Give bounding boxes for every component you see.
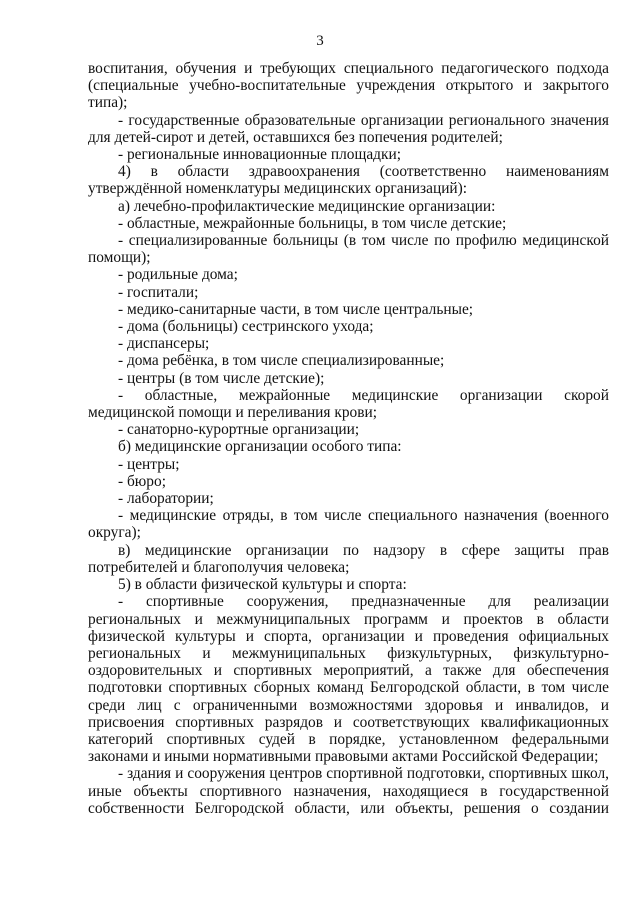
paragraph: - диспансеры; (118, 335, 210, 353)
document-body (88, 60, 609, 817)
paragraph: - спортивные сооружения, предназначенные для реализации региональных и межмуниципальных программ и проектов в области физической культуры и спорта, организации и проведения официальных региональных и межмуниципальных физкультурных, физкультурно-оздоровительных и спортивных мероприятий, а также для обеспечения подготовки спортивных сборных команд Белгородской области, в том числе среди лиц с ограниченными возможностями здоровья и инвалидов, и присвоения спортивных разрядов и соответствующих квалификационных категорий спортивных судей в порядке, установленном федеральными законами и иными нормативными правовыми актами Российской Федерации; (88, 593, 609, 766)
paragraph: 5) в области физической культуры и спорта: (118, 576, 407, 594)
paragraph: - бюро; (118, 472, 166, 490)
paragraph: воспитания, обучения и требующих специального педагогического подхода (специальные учебно-воспитательные учреждения открытого и закрытого типа); (88, 60, 609, 112)
paragraph: - региональные инновационные площадки; (118, 146, 401, 164)
paragraph: - медицинские отряды, в том числе специального назначения (военного округа); (88, 507, 609, 542)
paragraph: - государственные образовательные организации регионального значения для детей-сирот и детей, оставшихся без попечения родителей; (88, 111, 609, 146)
paragraph: - областные, межрайонные больницы, в том числе детские; (118, 214, 507, 232)
paragraph: - центры; (118, 455, 180, 473)
paragraph: - госпитали; (118, 283, 199, 301)
paragraph: в) медицинские организации по надзору в сфере защиты прав потребителей и благополучия человека; (88, 541, 609, 576)
paragraph: - санаторно-курортные организации; (118, 421, 360, 439)
paragraph: - дома (больницы) сестринского ухода; (118, 318, 374, 336)
paragraph: - центры (в том числе детские); (118, 369, 325, 387)
paragraph: - дома ребёнка, в том числе специализированные; (118, 352, 445, 370)
paragraph: - родильные дома; (118, 266, 238, 284)
paragraph: 4) в области здравоохранения (соответственно наименованиям утверждённой номенклатуры медицинских организаций): (88, 163, 609, 198)
paragraph: - лаборатории; (118, 490, 214, 508)
paragraph: а) лечебно-профилактические медицинские организации: (118, 197, 496, 215)
paragraph: б) медицинские организации особого типа: (118, 438, 402, 456)
paragraph: - здания и сооружения центров спортивной подготовки, спортивных школ, иные объекты спортивного назначения, находящиеся в государственной собственности Белгородской области, или объекты, решения о создании (88, 765, 609, 817)
paragraph: - специализированные больницы (в том числе по профилю медицинской помощи); (88, 232, 609, 267)
paragraph: - областные, межрайонные медицинские организации скорой медицинской помощи и переливания крови; (88, 386, 609, 422)
paragraph: - медико-санитарные части, в том числе центральные; (118, 300, 474, 318)
page-number: 3 (316, 33, 324, 49)
